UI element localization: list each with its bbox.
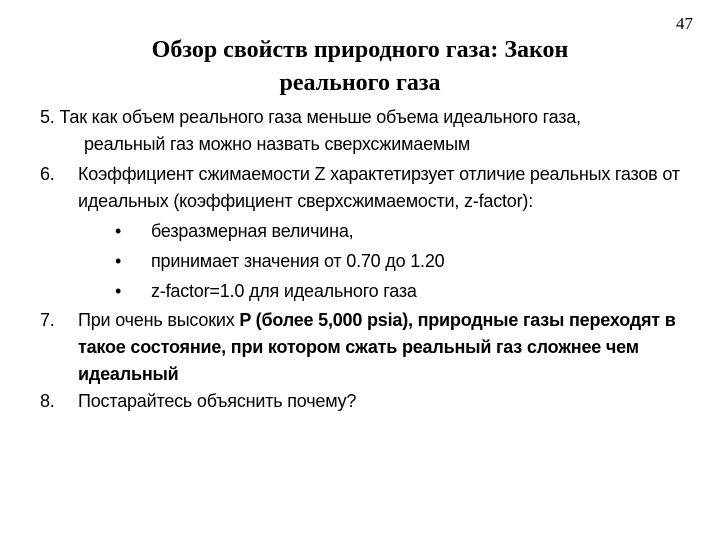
item-7-text-normal: При очень высоких (78, 310, 240, 330)
bullet-text: принимает значения от 0.70 до 1.20 (151, 251, 445, 271)
item-8-number: 8. (40, 391, 55, 411)
item-6-text: Коэффициент сжимаемости Z характетирзует отличие реальных газов от идеальных (коэффициент сверхсжимаемости, z-factor): (78, 164, 680, 211)
slide-title (80, 34, 640, 100)
title-line-1: Обзор свойств природного газа: Закон (151, 37, 569, 63)
item-5-line-2: реальный газ можно назвать сверхсжимаемым (84, 134, 471, 154)
bullet-item (40, 246, 710, 276)
bullet-item (40, 216, 710, 246)
item-7-text (78, 307, 710, 388)
bullet-icon: • (115, 281, 122, 301)
bullet-text: безразмерная величина, (151, 221, 354, 241)
item-6-number: 6. (40, 164, 55, 184)
list-item-7 (40, 307, 710, 388)
item-7-text-bold: P (более 5,000 psia), природные газы переходят в такое состояние, при котором сжать реальный газ сложнее чем идеальный (78, 310, 676, 384)
item-8-text: Постарайтесь объяснить почему? (78, 391, 357, 411)
slide-body (40, 104, 710, 415)
item-5-line-1: 5. Так как объем реального газа меньше объема идеального газа, (40, 107, 581, 127)
list-item-5 (40, 104, 710, 158)
bullet-text: z-factor=1.0 для идеального газа (151, 281, 417, 301)
list-item-8 (40, 388, 710, 415)
bullet-list (40, 216, 710, 306)
bullet-icon: • (115, 221, 122, 241)
page-number: 47 (676, 14, 693, 33)
title-line-2: реального газа (279, 70, 441, 96)
bullet-icon: • (115, 251, 122, 271)
list-item-6 (40, 161, 710, 215)
bullet-item (40, 276, 710, 306)
item-7-number: 7. (40, 310, 55, 330)
